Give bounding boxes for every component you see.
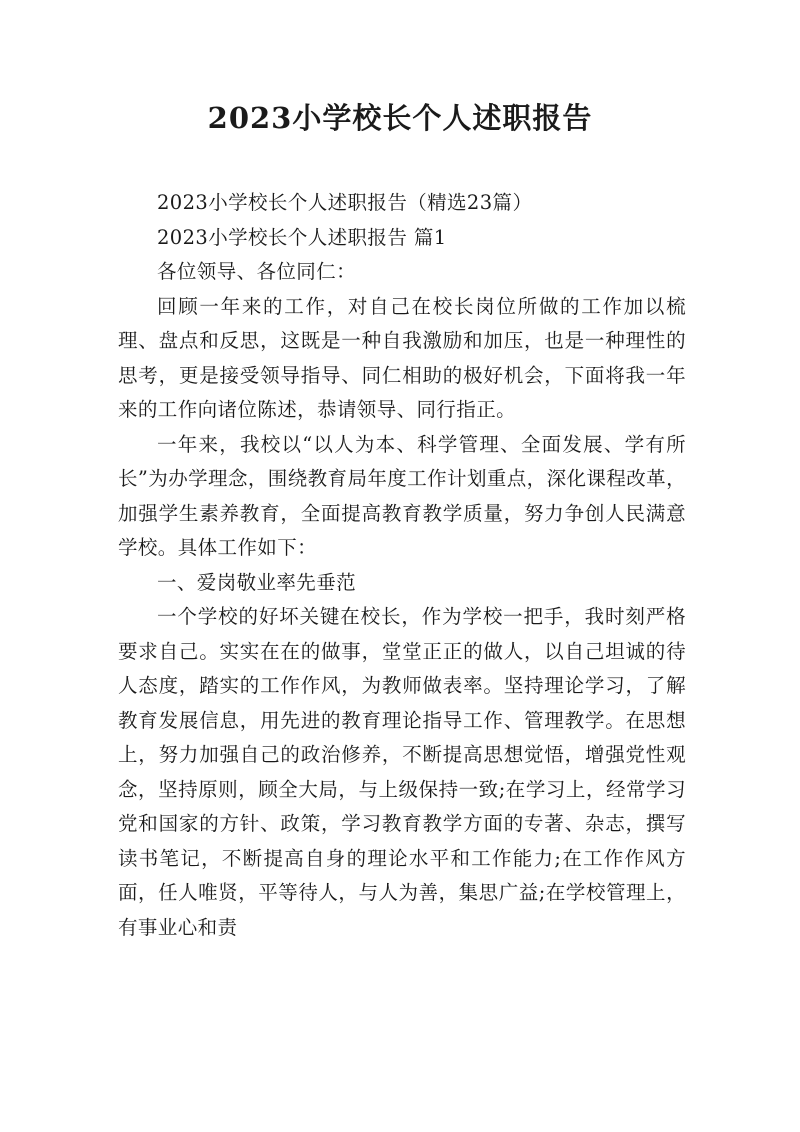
subsection-heading: 一、爱岗敬业率先垂范 <box>157 570 357 594</box>
section-heading: 2023小学校长个人述职报告 篇1 <box>157 225 447 249</box>
subtitle-paragraph: 2023小学校长个人述职报告（精选23篇） <box>157 191 533 214</box>
body-paragraph: 一年来，我校以“以人为本、科学管理、全面发展、学有所长”为办学理念，围绕教育局年度工作计划重点，深化课程改革，加强学生素养教育，全面提高教育教学质量，努力争创人民满意学校。具体工作如下： <box>118 432 686 559</box>
body-paragraph: 一个学校的好坏关键在校长，作为学校一把手，我时刻严格要求自己。实实在在的做事，堂堂正正的做人，以自己坦诚的待人态度，踏实的工作作风，为教师做表率。坚持理论学习，了解教育发展信息，用先进的教育理论指导工作、管理教学。在思想上，努力加强自己的政治修养，不断提高思想觉悟，增强党性观念，坚持原则，顾全大局，与上级保持一致;在学习上，经常学习党和国家的方针、政策，学习教育教学方面的专著、杂志，撰写读书笔记，不断提高自身的理论水平和工作能力;在工作作风方面，任人唯贤，平等待人，与人为善，集思广益;在学校管理上，有事业心和责 <box>118 605 686 939</box>
body-paragraph: 回顾一年来的工作，对自己在校长岗位所做的工作加以梳理、盘点和反思，这既是一种自我激励和加压，也是一种理性的思考，更是接受领导指导、同仁相助的极好机会，下面将我一年来的工作向诸位陈述，恭请领导、同行指正。 <box>118 294 686 421</box>
salutation: 各位领导、各位同仁： <box>157 260 357 283</box>
document-title: 2023小学校长个人述职报告 <box>207 101 593 135</box>
document-body <box>118 186 686 945</box>
